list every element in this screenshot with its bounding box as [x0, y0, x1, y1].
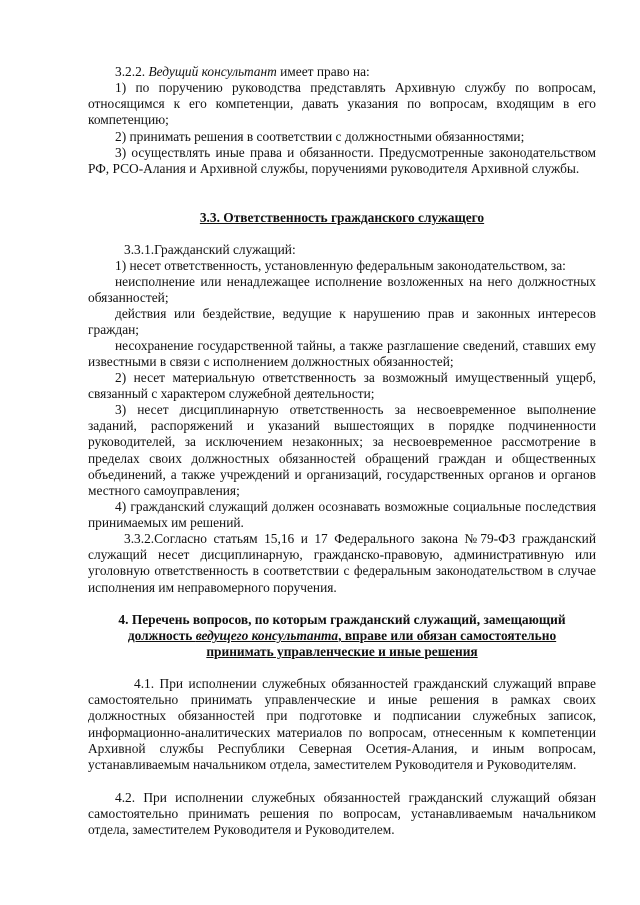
section-4-heading	[88, 612, 596, 661]
clause-3-3-2: 3.3.2.Согласно статьям 15,16 и 17 Федерального закона №79-ФЗ гражданский служащий несет дисциплинарную, гражданско-правовую, административную или уголовную ответственность в соответствии с федеральным законодательством в случае исполнения им неправомерного поручения.	[88, 531, 596, 595]
clause-4-1: 4.1. При исполнении служебных обязанностей гражданский служащий вправе самостоятельно принимать управленческие и иные решения в рамках своих должностных обязанностей при подготовке и подписании служебных записок, информационно-аналитических материалов по вопросам, отнесенным к компетенции Архивной службы Республики Северная Осетия-Алания, и иным вопросам, устанавливаемым начальником отдела, заместителем Руководителя и Руководителям.	[88, 676, 596, 773]
clause-3-2-2-item-2: 2) принимать решения в соответствии с должностными обязанностями;	[115, 129, 525, 144]
section-3-3-heading: 3.3. Ответственность гражданского служащего	[199, 210, 485, 225]
clause-3-2-2-item-3: 3) осуществлять иные права и обязанности. Предусмотренные законодательством РФ, РСО-Алания и Архивной службы, поручениями руководителя Архивной службы.	[88, 145, 596, 177]
clause-number: 3.2.2.	[115, 64, 149, 79]
clause-3-3-1-item-1: 1) несет ответственность, установленную федеральным законодательством, за:	[115, 258, 566, 273]
clause-3-3-1-item-1b: действия или бездействие, ведущие к нарушению прав и законных интересов граждан;	[88, 306, 596, 338]
clause-3-2-2-item-1: 1) по поручению руководства представлять Архивную службу по вопросам, относящимся к его компетенции, давать указания по вопросам, входящим в его компетенцию;	[88, 80, 596, 128]
clause-3-3-1-item-1a: неисполнение или ненадлежащее исполнение возложенных на него должностных обязанностей;	[88, 274, 596, 306]
section-4-heading-line-1: 4. Перечень вопросов, по которым гражданский служащий, замещающий	[118, 612, 566, 627]
section-4-heading-line-2: должность ведущего консультанта, вправе или обязан самостоятельно	[127, 628, 557, 644]
role-name: ведущего консультанта	[195, 628, 339, 644]
clause-3-3-1-intro: 3.3.1.Гражданский служащий:	[124, 242, 296, 257]
clause-text: имеет право на:	[276, 64, 370, 79]
section-4-heading-line-3: принимать управленческие и иные решения	[206, 644, 478, 660]
clause-3-2-2-intro	[88, 64, 596, 80]
clause-3-3-1-item-2: 2) несет материальную ответственность за возможный имущественный ущерб, связанный с характером служебной деятельности;	[88, 370, 596, 402]
role-name: Ведущий консультант	[148, 64, 277, 79]
clause-3-3-1-item-4: 4) гражданский служащий должен осознавать возможные социальные последствия принимаемых им решений.	[88, 499, 596, 531]
clause-3-3-1-item-1c: несохранение государственной тайны, а также разглашение сведений, ставших ему известными в связи с исполнением должностных обязанностей;	[88, 338, 596, 370]
clause-4-2: 4.2. При исполнении служебных обязанностей гражданский служащий обязан самостоятельно принимать решения по вопросам, устанавливаемым начальником отдела, заместителем Руководителя и Руководителем.	[88, 790, 596, 838]
clause-3-3-1-item-3: 3) несет дисциплинарную ответственность за несвоевременное выполнение заданий, распоряжений и указаний вышестоящих в порядке подчиненности руководителей, за исключением незаконных; за несвоевременное рассмотрение в пределах своих должностных обязанностей обращений граждан и общественных объединений, а также учреждений и организаций, государственных органов и органов местного самоуправления;	[88, 402, 596, 499]
